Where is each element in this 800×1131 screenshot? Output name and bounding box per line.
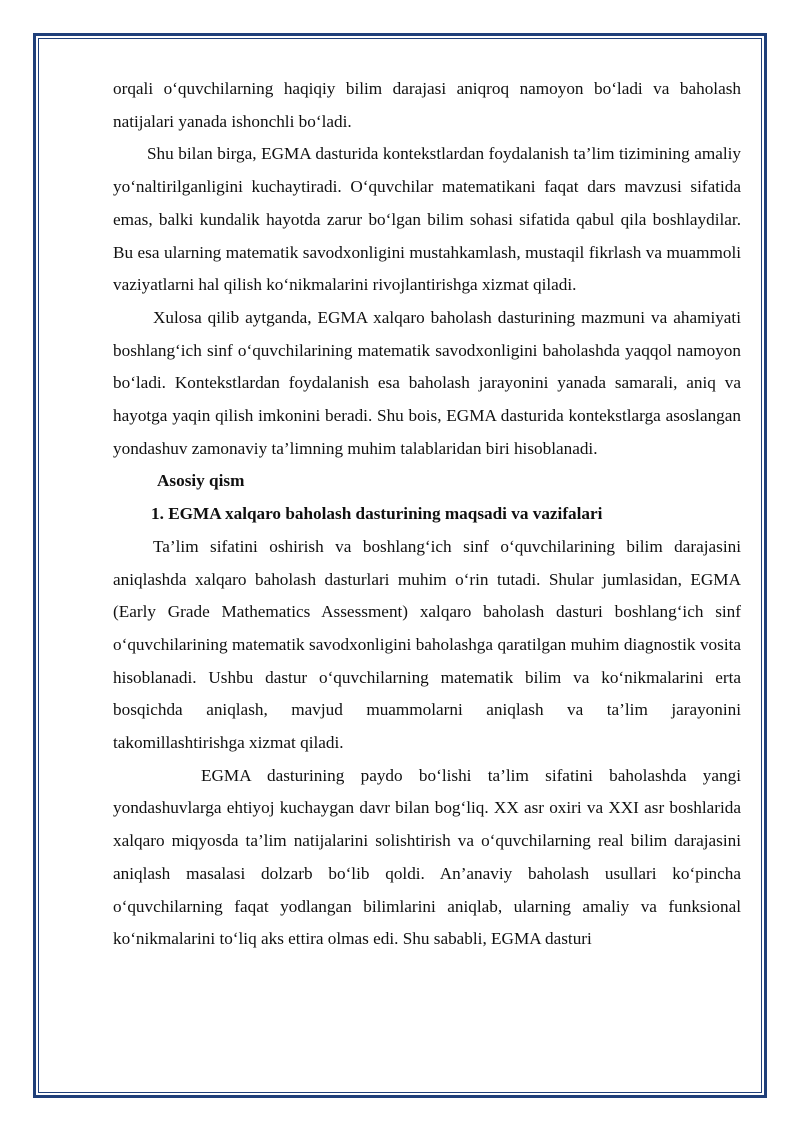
paragraph-context-usage: Shu bilan birga, EGMA dasturida kontekstlardan foydalanish ta’lim tizimining amaliy yo‘naltirilganligini kuchaytiradi. O‘quvchilar matematikani faqat dars mavzusi sifatida emas, balki kundalik hayotda zarur bo‘lgan bilim sohasi sifatida qabul qila boshlaydilar. Bu esa ularning matematik savodxonligini mustahkamlash, mustaqil fikrlash va muammoli vaziyatlarni hal qilish ko‘nikmalarini rivojlantirishga xizmat qiladi. [113, 144, 741, 295]
section-heading: Asosiy qism [157, 471, 245, 491]
paragraph-egma-origin: EGMA dasturining paydo bo‘lishi ta’lim sifatini baholashda yangi yondashuvlarga ehtiyoj kuchaygan davr bilan bog‘liq. XX asr oxiri va XXI asr boshlarida xalqaro miqyosda ta’lim natijalarini solishtirish va o‘quvchilarning real bilim darajasini aniqlash masalasi dolzarb bo‘lib qoldi. An’anaviy baholash usullari ko‘pincha o‘quvchilarning faqat yodlangan bilimlarini aniqlab, ularning amaliy va funksional ko‘nikmalarini to‘liq aks ettira olmas edi. Shu sababli, EGMA dasturi [113, 765, 741, 949]
paragraph-continuation: orqali o‘quvchilarning haqiqiy bilim darajasi aniqroq namoyon bo‘ladi va baholash natijalari yanada ishonchli bo‘ladi. [113, 79, 741, 131]
document-body [113, 73, 741, 956]
paragraph-conclusion: Xulosa qilib aytganda, EGMA xalqaro baholash dasturining mazmuni va ahamiyati boshlang‘ich sinf o‘quvchilarining matematik savodxonligini baholashda yaqqol namoyon bo‘ladi. Kontekstlardan foydalanish esa baholash jarayonini yanada samarali, aniq va hayotga yaqin qilish imkonini beradi. Shu bois, EGMA dasturida kontekstlarga asoslangan yondashuv zamonaviy ta’limning muhim talablaridan biri hisoblanadi. [113, 307, 741, 458]
subsection-heading: 1. EGMA xalqaro baholash dasturining maqsadi va vazifalari [151, 504, 603, 524]
paragraph-egma-purpose: Ta’lim sifatini oshirish va boshlang‘ich sinf o‘quvchilarining bilim darajasini aniqlashda xalqaro baholash dasturlari muhim o‘rin tutadi. Shular jumlasidan, EGMA (Early Grade Mathematics Assessment) xalqaro baholash dasturi boshlang‘ich sinf o‘quvchilarining matematik savodxonligini baholashga qaratilgan muhim diagnostik vosita hisoblanadi. Ushbu dastur o‘quvchilarning matematik bilim va ko‘nikmalarini erta bosqichda aniqlash, mavjud muammolarni aniqlash va ta’lim jarayonini takomillashtirishga xizmat qiladi. [113, 536, 741, 753]
